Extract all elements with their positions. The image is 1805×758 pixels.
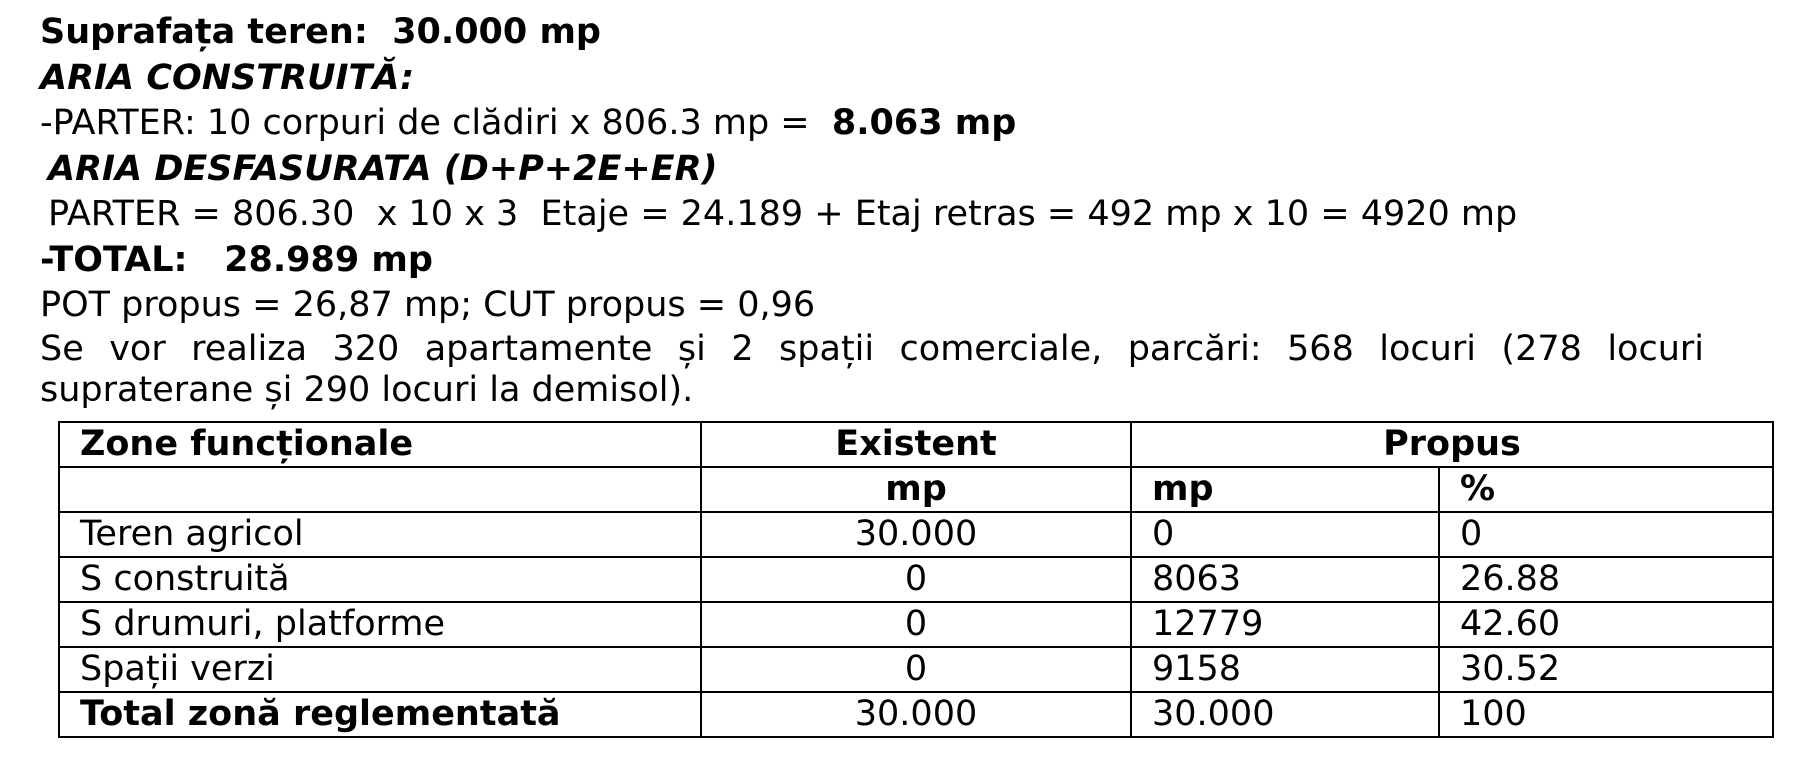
propus-mp-cell: 9158 — [1131, 647, 1439, 692]
built-area-heading: ARIA CONSTRUITĂ: — [40, 57, 415, 98]
land-surface-value: 30.000 mp — [392, 12, 601, 52]
existent-cell: 0 — [701, 602, 1131, 647]
existent-cell: 30.000 — [701, 512, 1131, 557]
zone-cell: Teren agricol — [59, 512, 701, 557]
propus-pct-cell: 26.88 — [1439, 557, 1773, 602]
table-row — [59, 602, 1773, 647]
total-value: 28.989 mp — [224, 239, 433, 280]
table-header-row — [59, 422, 1773, 467]
total-label: -TOTAL: — [40, 239, 188, 280]
unit-existent-mp: mp — [701, 467, 1131, 512]
existent-cell: 0 — [701, 557, 1131, 602]
table-row — [59, 647, 1773, 692]
total-existent-cell: 30.000 — [701, 692, 1131, 737]
propus-pct-cell: 0 — [1439, 512, 1773, 557]
unit-propus-mp: mp — [1131, 467, 1439, 512]
existent-cell: 0 — [701, 647, 1131, 692]
header-propus: Propus — [1131, 422, 1773, 467]
propus-mp-cell: 12779 — [1131, 602, 1439, 647]
table-row — [59, 557, 1773, 602]
land-surface-label: Suprafața teren: — [40, 12, 368, 52]
ground-floor-value: 8.063 mp — [831, 103, 1017, 143]
total-zone-cell: Total zonă reglementată — [59, 692, 701, 737]
header-zones: Zone funcționale — [59, 422, 701, 467]
table-row — [59, 512, 1773, 557]
unit-empty-cell — [59, 467, 701, 512]
document-body — [40, 10, 1704, 411]
propus-mp-cell: 0 — [1131, 512, 1439, 557]
zone-cell: S construită — [59, 557, 701, 602]
pot-cut-line: POT propus = 26,87 mp; CUT propus = 0,96 — [40, 285, 816, 325]
zone-cell: Spații verzi — [59, 647, 701, 692]
total-propus-pct-cell: 100 — [1439, 692, 1773, 737]
apartments-paragraph: Se vor realiza 320 apartamente și 2 spații comerciale, parcări: 568 locuri (278 locuri supraterane și 290 locuri la demisol). — [40, 328, 1704, 410]
developed-area-heading: ARIA DESFASURATA (D+P+2E+ER) — [48, 148, 718, 189]
developed-area-calculation: PARTER = 806.30 x 10 x 3 Etaje = 24.189 + Etaj retras = 492 mp x 10 = 4920 mp — [48, 194, 1518, 234]
propus-pct-cell: 42.60 — [1439, 602, 1773, 647]
table-total-row — [59, 692, 1773, 737]
total-propus-mp-cell: 30.000 — [1131, 692, 1439, 737]
propus-pct-cell: 30.52 — [1439, 647, 1773, 692]
functional-zones-table — [58, 421, 1774, 738]
unit-propus-percent: % — [1439, 467, 1773, 512]
table-unit-row — [59, 467, 1773, 512]
land-surface-line — [40, 10, 1700, 56]
ground-floor-text: -PARTER: 10 corpuri de clădiri x 806.3 mp = — [40, 103, 810, 143]
propus-mp-cell: 8063 — [1131, 557, 1439, 602]
header-existent: Existent — [701, 422, 1131, 467]
total-line — [40, 238, 1700, 284]
zone-cell: S drumuri, platforme — [59, 602, 701, 647]
ground-floor-line — [40, 101, 1700, 147]
